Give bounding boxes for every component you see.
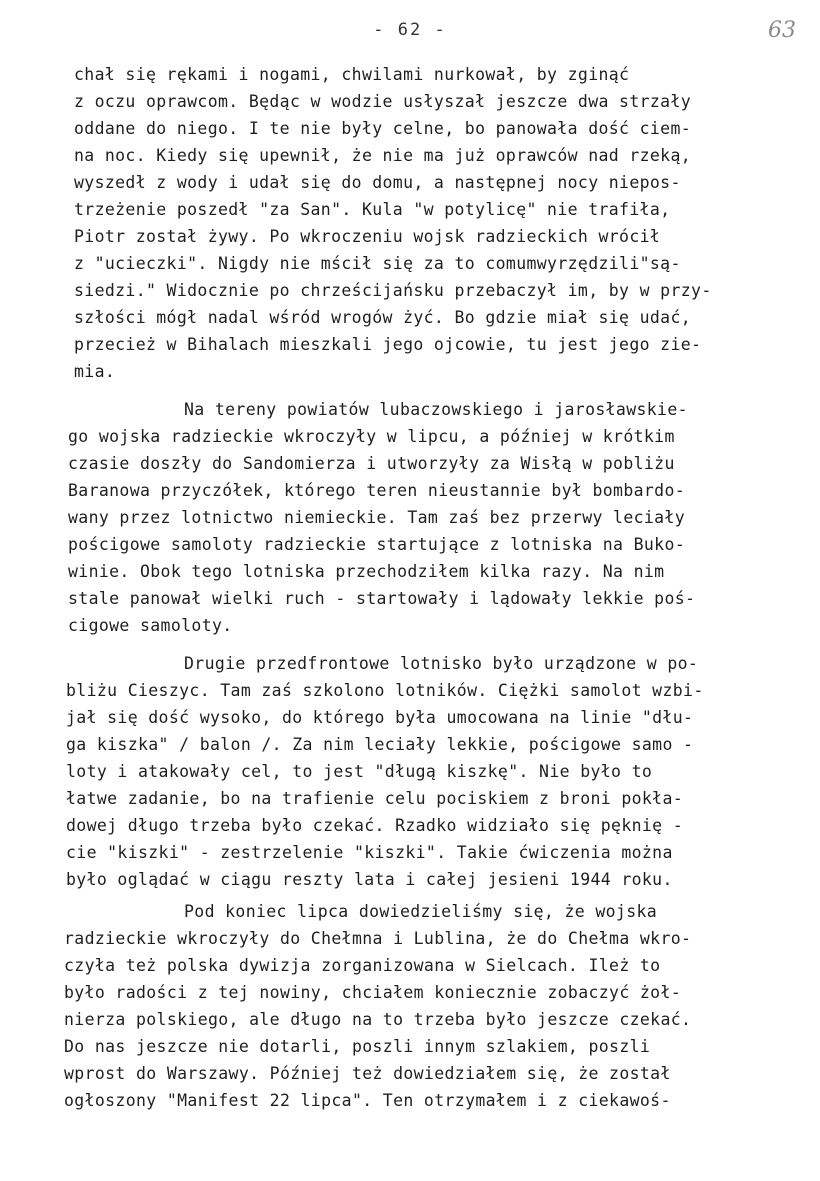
text-line: stale panował wielki ruch - startowały i lądowały lekkie poś- (68, 589, 696, 608)
text-line: wany przez lotnictwo niemieckie. Tam zaś bez przerwy leciały (68, 508, 686, 527)
text-line: łatwe zadanie, bo na trafienie celu pociskiem z broni pokła- (66, 789, 684, 808)
text-line: ga kiszka" / balon /. Za nim leciały lekkie, pościgowe samo - (66, 735, 694, 754)
text-line: czyła też polska dywizja zorganizowana w Sielcach. Ileż to (64, 956, 661, 975)
text-line: z oczu oprawcom. Będąc w wodzie usłyszał jeszcze dwa strzały (74, 92, 692, 111)
paragraph-first-line: Na tereny powiatów lubaczowskiego i jarosławskie- (184, 400, 688, 419)
text-line: siedzi." Widocznie po chrześcijańsku przebaczył im, by w przy- (74, 281, 712, 300)
text-line: mia. (74, 362, 116, 381)
text-line: z "ucieczki". Nigdy nie mścił się za to comumwyrzędzili"są- (74, 254, 681, 273)
text-line: Baranowa przyczółek, którego teren nieustannie był bombardo- (68, 481, 686, 500)
archive-number: 63 (768, 18, 796, 43)
text-line: dowej długo trzeba było czekać. Rzadko widziało się pęknię - (66, 816, 684, 835)
text-line: było radości z tej nowiny, chciałem koniecznie zobaczyć żoł- (64, 983, 682, 1002)
text-line: cigowe samoloty. (68, 616, 233, 635)
text-line: chał się rękami i nogami, chwilami nurkował, by zginąć (74, 65, 630, 84)
text-line: przecież w Bihalach mieszkali jego ojcowie, tu jest jego zie- (74, 335, 702, 354)
text-line: go wojska radzieckie wkroczyły w lipcu, a później w krótkim (68, 427, 675, 446)
text-line: ogłoszony "Manifest 22 lipca". Ten otrzymałem i z ciekawoś- (64, 1091, 671, 1110)
text-line: loty i atakowały cel, to jest "długą kiszkę". Nie było to (66, 762, 653, 781)
text-line: trzeżenie poszedł "za San". Kula "w potylicę" nie trafiła, (74, 200, 671, 219)
text-line: na noc. Kiedy się upewnił, że nie ma już oprawców nad rzeką, (74, 146, 692, 165)
text-line: nierza polskiego, ale długo na to trzeba było jeszcze czekać. (64, 1010, 692, 1029)
text-line: bliżu Cieszyc. Tam zaś szkolono lotników. Ciężki samolot wzbi- (66, 681, 704, 700)
paragraph-first-line: Drugie przedfrontowe lotnisko było urządzone w po- (184, 654, 699, 673)
text-line: winie. Obok tego lotniska przechodziłem kilka razy. Na nim (68, 562, 665, 581)
paragraph-first-line: Pod koniec lipca dowiedzieliśmy się, że wojska (184, 902, 658, 921)
text-line: szłości mógł nadal wśród wrogów żyć. Bo gdzie miał się udać, (74, 308, 692, 327)
text-line: wprost do Warszawy. Później też dowiedziałem się, że został (64, 1064, 671, 1083)
text-line: oddane do niego. I te nie były celne, bo panowała dość ciem- (74, 119, 692, 138)
page-number: - 62 - (373, 20, 447, 40)
text-line: Do nas jeszcze nie dotarli, poszli innym szlakiem, poszli (64, 1037, 651, 1056)
text-line: Piotr został żywy. Po wkroczeniu wojsk radzieckich wrócił (74, 227, 661, 246)
text-line: pościgowe samoloty radzieckie startujące z lotniska na Buko- (68, 535, 686, 554)
text-line: cie "kiszki" - zestrzelenie "kiszki". Takie ćwiczenia można (66, 843, 673, 862)
text-line: czasie doszły do Sandomierza i utworzyły za Wisłą w pobliżu (68, 454, 675, 473)
text-line: było oglądać w ciągu reszty lata i całej jesieni 1944 roku. (66, 870, 673, 889)
text-line: radzieckie wkroczyły do Chełmna i Lublina, że do Chełma wkro- (64, 929, 692, 948)
text-line: jał się dość wysoko, do którego była umocowana na linie "dłu- (66, 708, 694, 727)
text-line: wyszedł z wody i udał się do domu, a następnej nocy niepos- (74, 173, 681, 192)
